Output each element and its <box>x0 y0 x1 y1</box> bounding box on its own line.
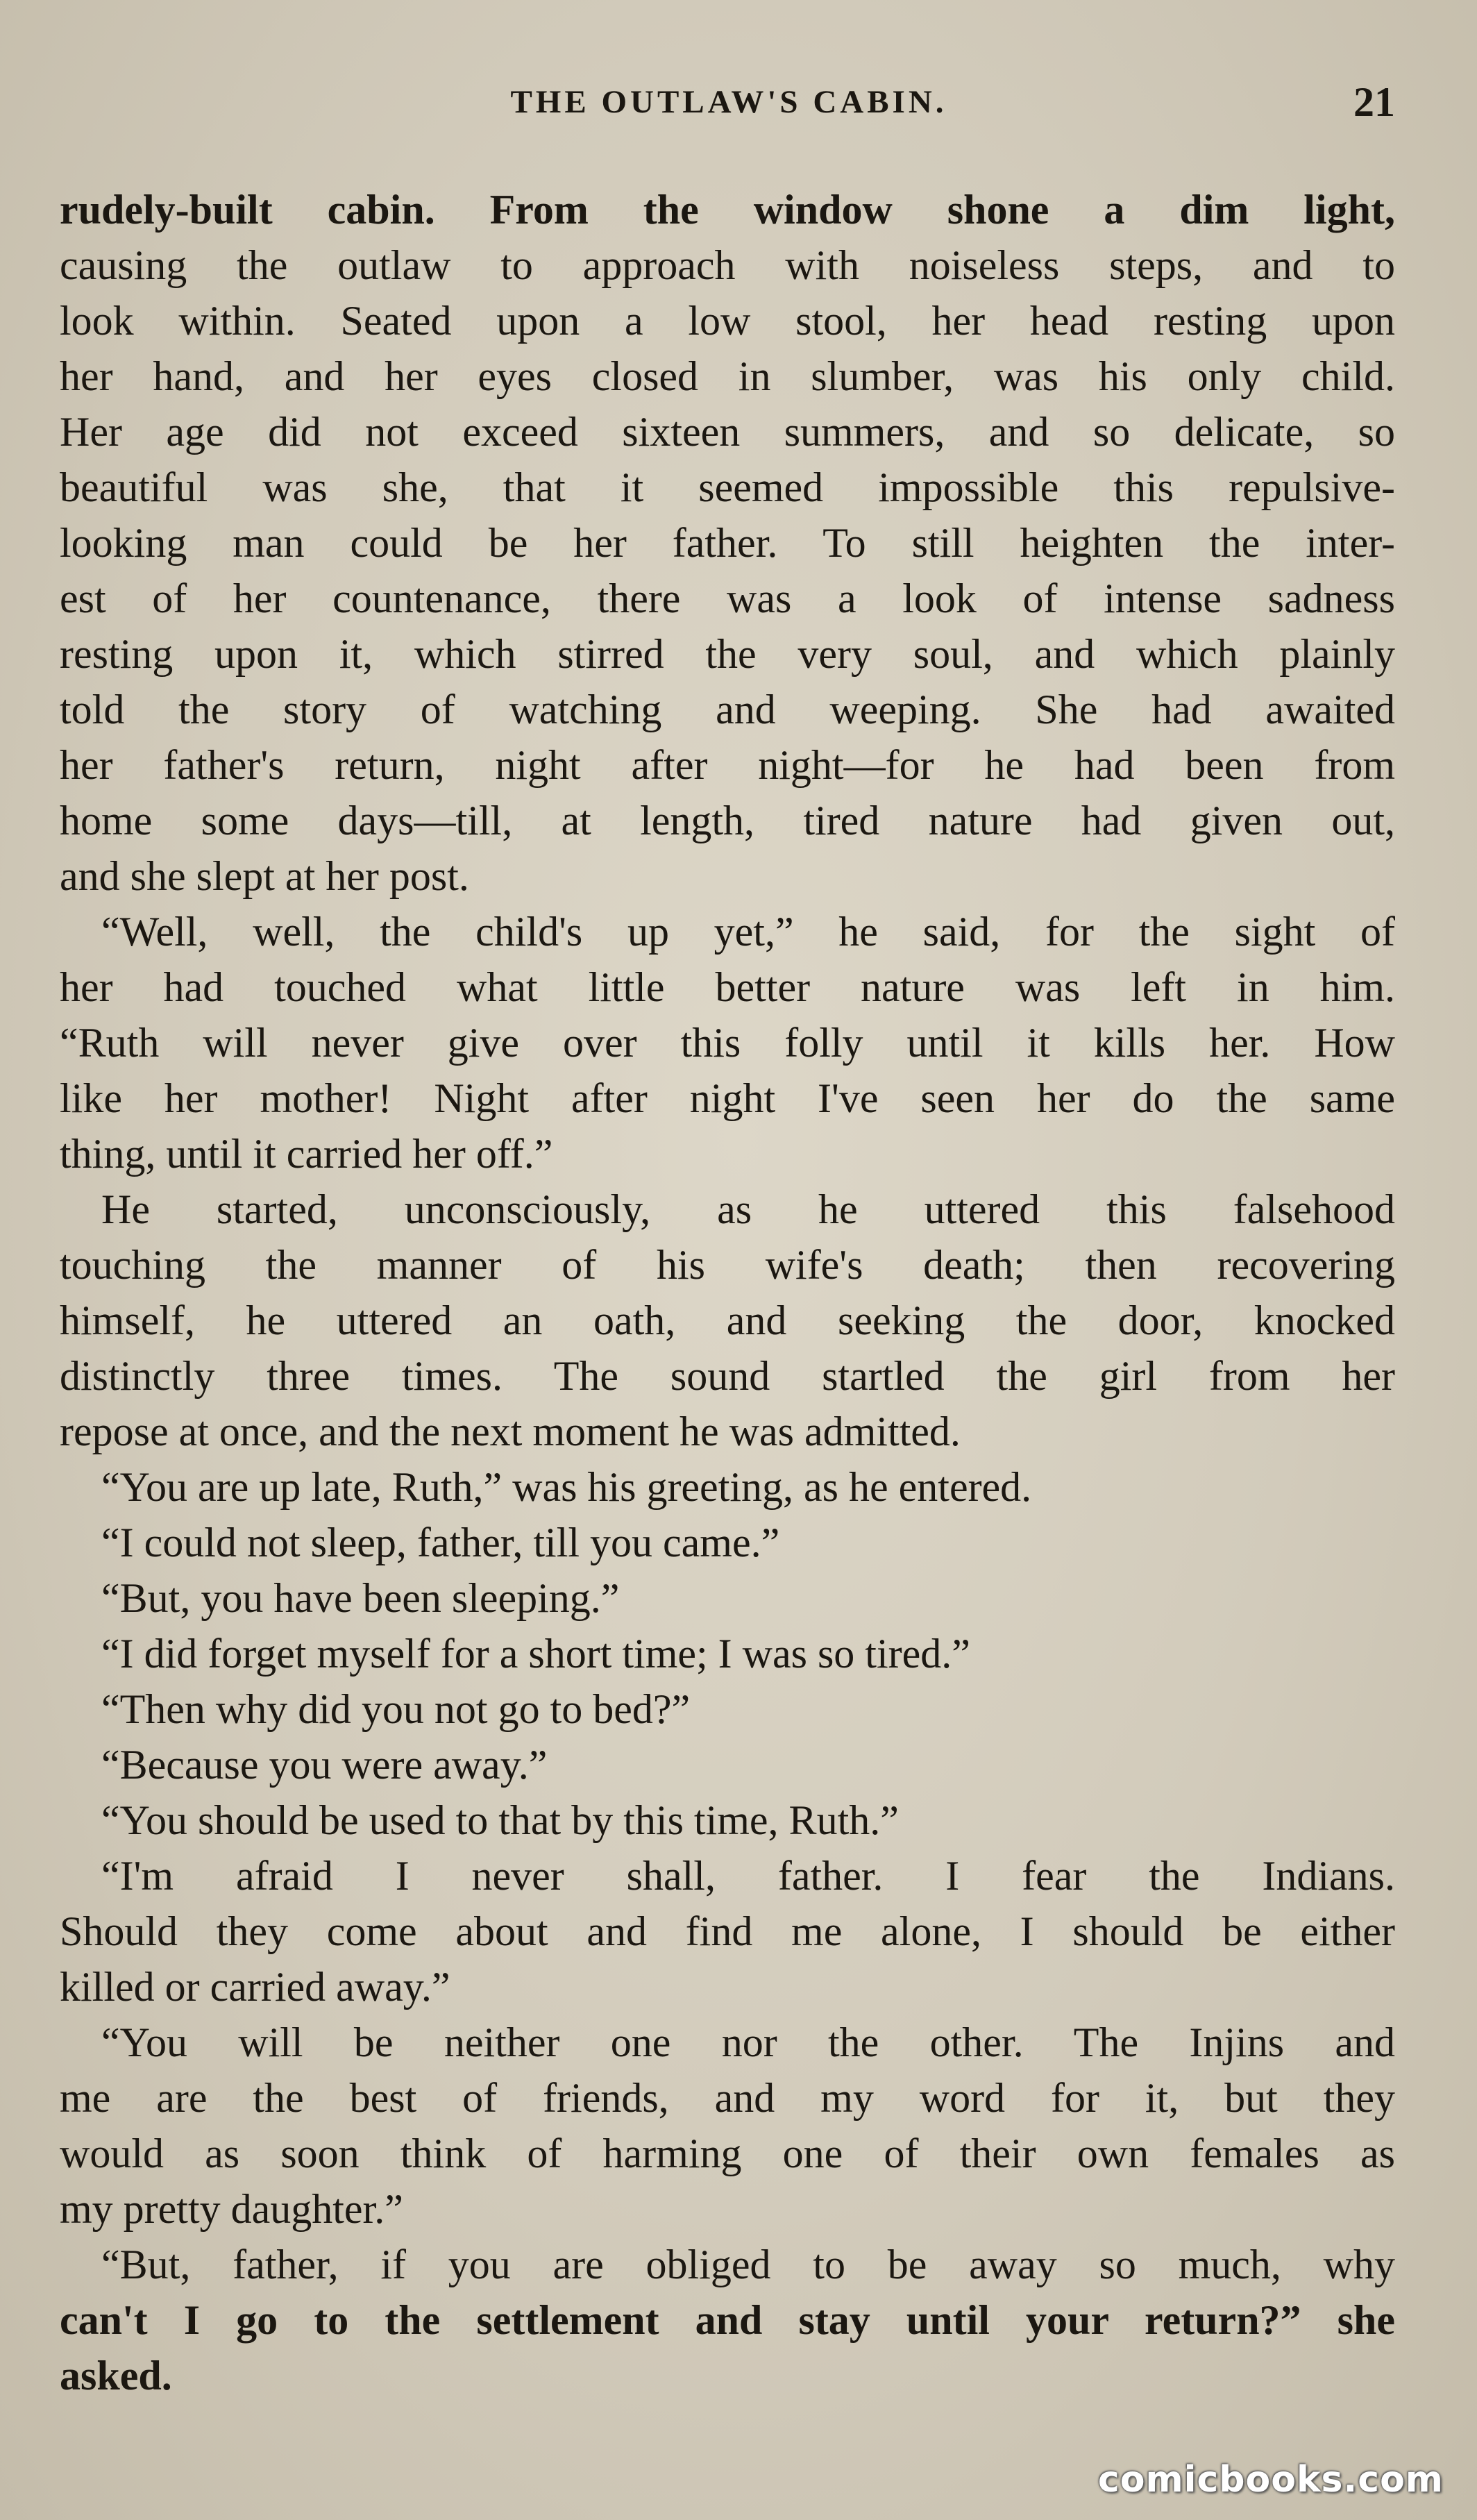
text-line: and she slept at her post. <box>60 853 469 899</box>
text-line: “You should be used to that by this time, Ruth.” <box>101 1797 899 1843</box>
text-line: her had touched what little better nature was left in him. <box>60 964 1395 1010</box>
text-line: “I could not sleep, father, till you came.” <box>101 1520 780 1565</box>
text-line: est of her countenance, there was a look of intense sadness <box>60 576 1395 621</box>
text-line: look within. Seated upon a low stool, her head resting upon <box>60 298 1395 344</box>
text-line: “But, father, if you are obliged to be away so much, why <box>101 2242 1395 2287</box>
watermark: comicbooks.com <box>1097 2459 1444 2501</box>
text-line: “Then why did you not go to bed?” <box>101 1686 691 1732</box>
text-line: repose at once, and the next moment he was admitted. <box>60 1409 961 1454</box>
text-line: “But, you have been sleeping.” <box>101 1575 620 1621</box>
text-line: beautiful was she, that it seemed impossible this repulsive- <box>60 464 1395 510</box>
text-line: can't I go to the settlement and stay until your return?” she <box>60 2297 1395 2343</box>
text-line: her father's return, night after night—for he had been from <box>60 742 1395 788</box>
text-line: killed or carried away.” <box>60 1964 450 2010</box>
text-line: “Well, well, the child's up yet,” he said, for the sight of <box>101 909 1395 955</box>
text-line: “I did forget myself for a short time; I was so tired.” <box>101 1631 970 1677</box>
page-number: 21 <box>1353 79 1395 125</box>
text-line: resting upon it, which stirred the very soul, and which plainly <box>60 631 1395 677</box>
text-line: looking man could be her father. To still heighten the inter- <box>60 520 1395 566</box>
text-line: would as soon think of harming one of their own females as <box>60 2131 1395 2176</box>
text-line: rudely-built cabin. From the window shone a dim light, <box>60 187 1395 233</box>
text-line: thing, until it carried her off.” <box>60 1131 553 1177</box>
text-line: causing the outlaw to approach with noiseless steps, and to <box>60 242 1395 288</box>
text-line: He started, unconsciously, as he uttered this falsehood <box>101 1186 1395 1232</box>
text-line: Should they come about and find me alone, I should be either <box>60 1908 1395 1954</box>
text-line: “Ruth will never give over this folly until it kills her. How <box>60 1020 1395 1066</box>
running-title: THE OUTLAW'S CABIN. <box>510 84 947 120</box>
text-line: her hand, and her eyes closed in slumber, was his only child. <box>60 353 1395 399</box>
text-line: “You will be neither one nor the other. The Injins and <box>101 2019 1395 2065</box>
text-line: asked. <box>60 2353 172 2399</box>
text-line: touching the manner of his wife's death; then recovering <box>60 1242 1395 1288</box>
text-line: me are the best of friends, and my word for it, but they <box>60 2075 1395 2121</box>
text-line: told the story of watching and weeping. She had awaited <box>60 687 1395 732</box>
text-line: himself, he uttered an oath, and seeking the door, knocked <box>60 1297 1395 1343</box>
running-head <box>62 78 1395 133</box>
text-line: like her mother! Night after night I've seen her do the same <box>60 1075 1395 1121</box>
text-line: “You are up late, Ruth,” was his greeting, as he entered. <box>101 1464 1032 1510</box>
text-line: Her age did not exceed sixteen summers, and so delicate, so <box>60 409 1395 455</box>
text-line: home some days—till, at length, tired nature had given out, <box>60 798 1395 843</box>
body-text <box>60 182 1395 2403</box>
text-line: “Because you were away.” <box>101 1742 548 1788</box>
text-line: my pretty daughter.” <box>60 2186 403 2232</box>
text-line: distinctly three times. The sound startled the girl from her <box>60 1353 1395 1399</box>
text-line: “I'm afraid I never shall, father. I fear the Indians. <box>101 1853 1395 1899</box>
